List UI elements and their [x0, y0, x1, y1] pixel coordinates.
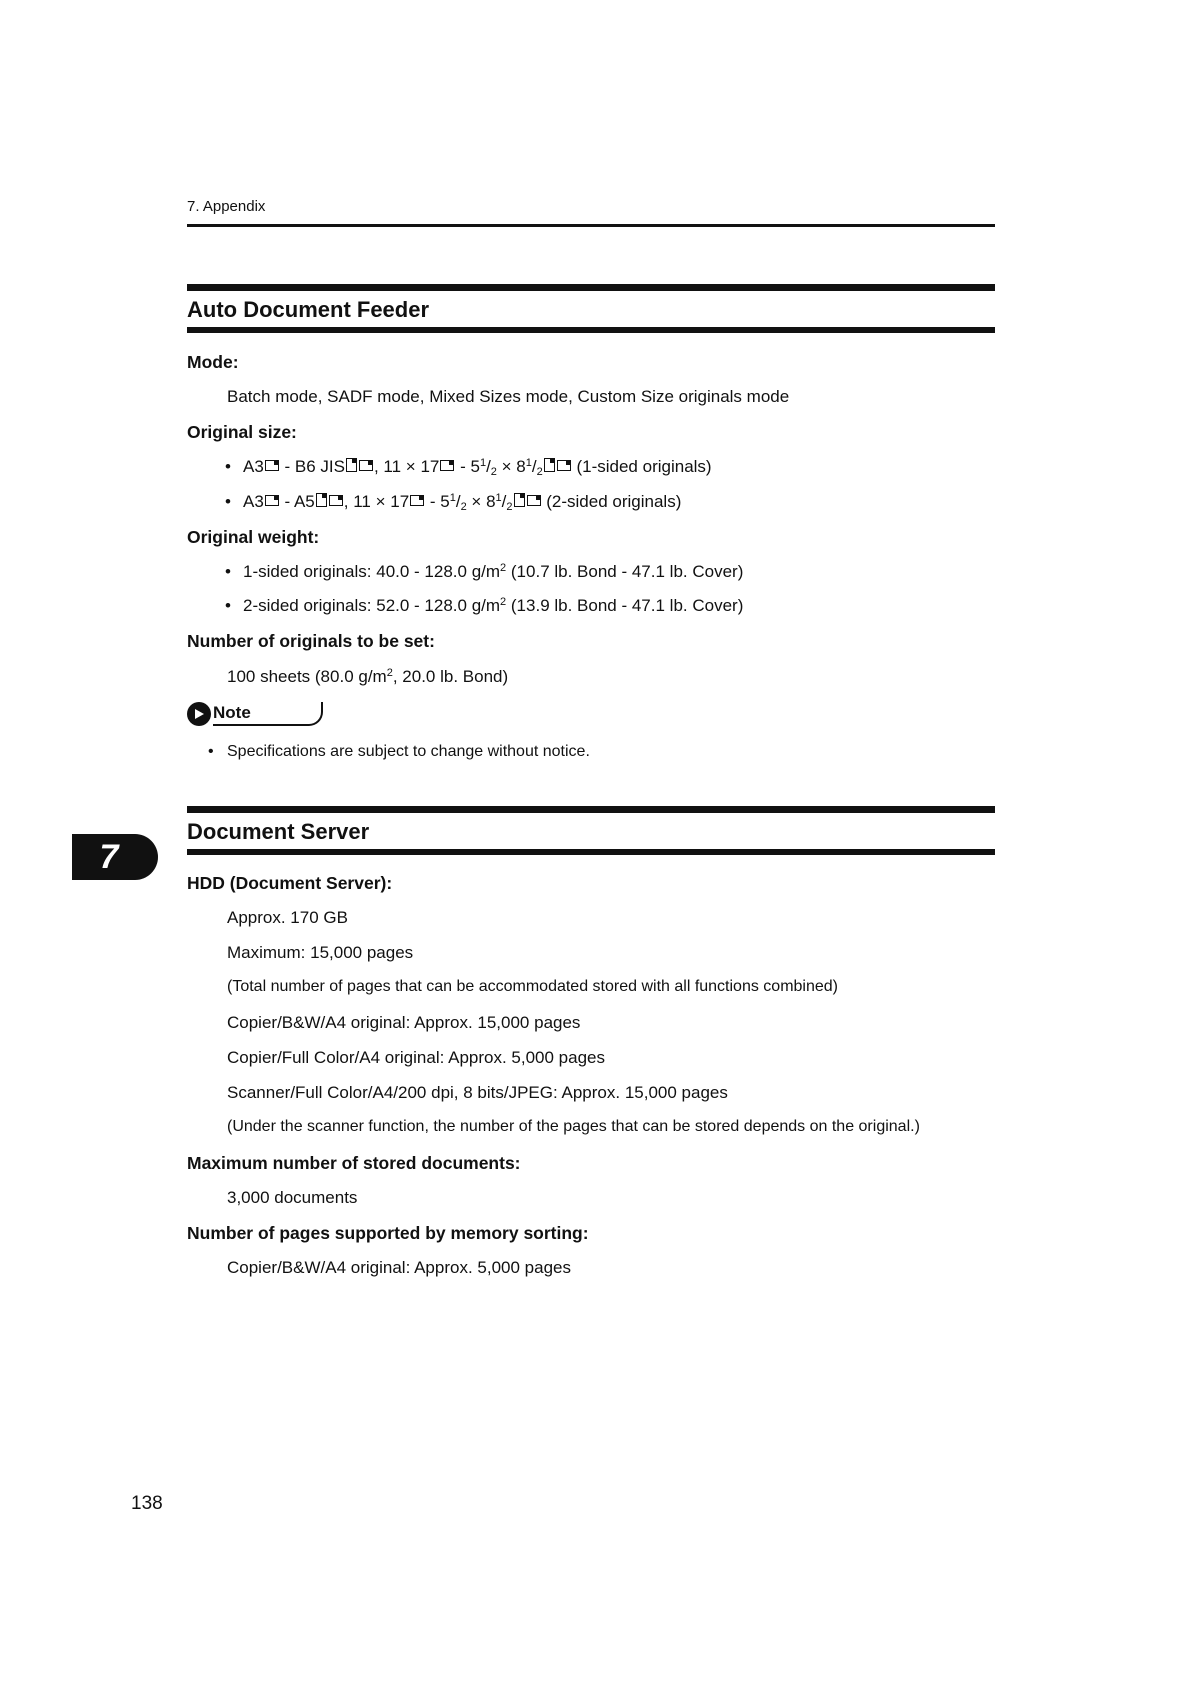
- section-rule-bottom: [187, 849, 995, 855]
- doc-server-section-heading: [187, 806, 995, 855]
- note-item: • Specifications are subject to change without notice.: [227, 743, 590, 761]
- size-text: , 11 × 17: [373, 457, 440, 476]
- fraction-slash: /: [501, 492, 507, 511]
- hdd-line: Copier/Full Color/A4 original: Approx. 5,000 pages: [227, 1048, 605, 1067]
- note-underline: [213, 724, 309, 726]
- fraction-slash: /: [455, 492, 461, 511]
- size-text: × 8: [496, 457, 526, 476]
- size-text: A3: [243, 457, 264, 476]
- section-rule-top: [187, 284, 995, 291]
- running-head: 7. Appendix: [187, 198, 266, 215]
- originals-count-label: Number of originals to be set:: [187, 631, 435, 651]
- mode-label: Mode:: [187, 352, 239, 372]
- hdd-line: Approx. 170 GB: [227, 908, 348, 927]
- landscape-orientation-icon: [329, 495, 343, 506]
- landscape-orientation-icon: [440, 460, 454, 471]
- original-weight-item: [243, 596, 743, 616]
- size-text: × 8: [466, 492, 496, 511]
- size-text: (2-sided originals): [541, 492, 682, 511]
- fraction-numerator: 1: [449, 492, 456, 504]
- weight-text: 2-sided originals: 52.0 - 128.0 g/m: [243, 596, 501, 615]
- note-bracket: [303, 702, 323, 726]
- header-rule: [187, 224, 995, 227]
- landscape-orientation-icon: [410, 495, 424, 506]
- fraction-denominator: 2: [460, 501, 467, 513]
- superscript: 2: [500, 562, 507, 574]
- landscape-orientation-icon: [265, 495, 279, 506]
- portrait-orientation-icon: [514, 493, 525, 507]
- fraction-denominator: 2: [506, 501, 513, 513]
- section-rule-bottom: [187, 327, 995, 333]
- note-title: Note: [213, 703, 251, 722]
- adf-section-heading: [187, 284, 995, 333]
- chapter-tab: [72, 834, 158, 880]
- fraction-numerator: 1: [525, 457, 532, 469]
- section-title: Auto Document Feeder: [187, 297, 430, 322]
- hdd-line: Copier/B&W/A4 original: Approx. 15,000 pages: [227, 1013, 581, 1032]
- fraction-numerator: 1: [479, 457, 487, 469]
- original-size-item: [243, 492, 681, 513]
- count-text: 100 sheets (80.0 g/m: [227, 667, 387, 686]
- weight-text: 1-sided originals: 40.0 - 128.0 g/m: [243, 562, 501, 581]
- original-weight-item: [243, 562, 743, 582]
- hdd-line: (Under the scanner function, the number of the pages that can be stored depends on the original.): [227, 1118, 920, 1135]
- original-size-item: [243, 457, 712, 478]
- weight-text: (13.9 lb. Bond - 47.1 lb. Cover): [506, 596, 744, 615]
- fraction-denominator: 2: [536, 466, 543, 478]
- fraction-numerator: 1: [495, 492, 502, 504]
- landscape-orientation-icon: [265, 460, 279, 471]
- portrait-orientation-icon: [346, 458, 357, 472]
- page-number: 138: [131, 1493, 163, 1514]
- originals-count-value: [227, 667, 508, 687]
- note-arrow-icon: [187, 702, 211, 726]
- section-rule-top: [187, 806, 995, 813]
- note-label: [187, 702, 323, 726]
- superscript: 2: [386, 667, 393, 679]
- weight-text: (10.7 lb. Bond - 47.1 lb. Cover): [506, 562, 744, 581]
- max-docs-label: Maximum number of stored documents:: [187, 1153, 521, 1173]
- section-title: Document Server: [187, 819, 370, 844]
- landscape-orientation-icon: [359, 460, 373, 471]
- size-text: - 5: [425, 492, 450, 511]
- original-size-label: Original size:: [187, 422, 297, 442]
- superscript: 2: [500, 596, 507, 608]
- size-text: , 11 × 17: [343, 492, 410, 511]
- fraction-slash: /: [486, 457, 491, 476]
- hdd-line: (Total number of pages that can be accommodated stored with all functions combined): [227, 978, 838, 995]
- size-text: - A5: [279, 492, 315, 511]
- original-weight-label: Original weight:: [187, 527, 320, 547]
- hdd-line: Maximum: 15,000 pages: [227, 943, 414, 962]
- max-docs-value: 3,000 documents: [227, 1188, 358, 1207]
- memory-sorting-label: Number of pages supported by memory sorting:: [187, 1223, 589, 1243]
- size-text: - B6 JIS: [279, 457, 345, 476]
- size-text: (1-sided originals): [571, 457, 712, 476]
- portrait-orientation-icon: [544, 458, 555, 472]
- size-text: - 5: [455, 457, 480, 476]
- portrait-orientation-icon: [316, 493, 327, 507]
- hdd-label: HDD (Document Server):: [187, 873, 393, 893]
- size-text: A3: [243, 492, 264, 511]
- mode-value: Batch mode, SADF mode, Mixed Sizes mode, Custom Size originals mode: [227, 387, 790, 406]
- fraction-slash: /: [531, 457, 537, 476]
- fraction-denominator: 2: [490, 466, 497, 478]
- memory-sorting-value: Copier/B&W/A4 original: Approx. 5,000 pages: [227, 1258, 571, 1277]
- landscape-orientation-icon: [557, 460, 571, 471]
- count-text: , 20.0 lb. Bond): [392, 667, 509, 686]
- chapter-number: 7: [99, 838, 119, 876]
- landscape-orientation-icon: [527, 495, 541, 506]
- hdd-line: Scanner/Full Color/A4/200 dpi, 8 bits/JPEG: Approx. 15,000 pages: [227, 1083, 728, 1102]
